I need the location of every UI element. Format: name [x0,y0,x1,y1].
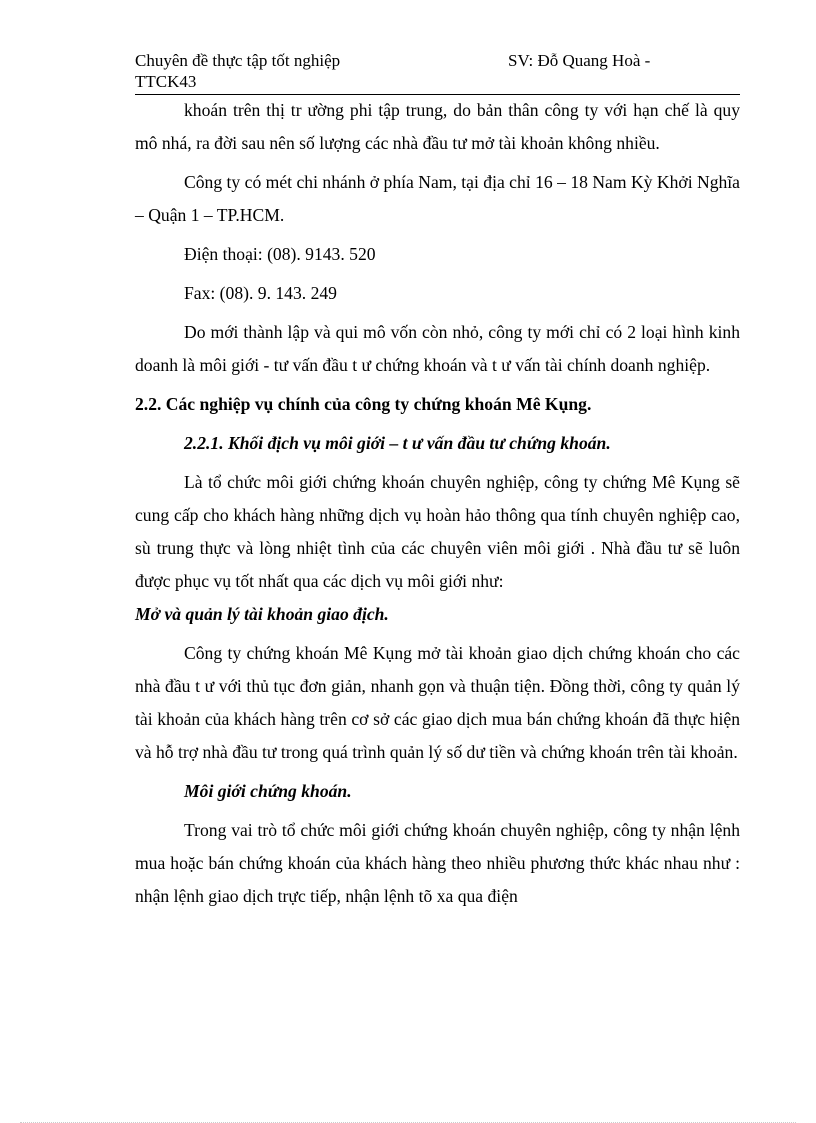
paragraph-3: Do mới thành lập và qui mô vốn còn nhỏ, công ty mới chỉ có 2 loại hình kinh doanh là môi giới - tư vấn đầu t ư chứng khoán và t ư vấn tài chính doanh nghiệp. [135,322,740,375]
paragraph-2: Công ty có mét chi nhánh ở phía Nam, tại địa chỉ 16 – 18 Nam Kỳ Khởi Nghĩa – Quận 1 – TP.HCM. [135,172,740,225]
paragraph-1: khoán trên thị tr ường phi tập trung, do bản thân công ty với hạn chế là quy mô nhá, ra đời sau nên số lượng các nhà đầu tư mở tài khoản không nhiều. [135,100,740,153]
document-body [135,94,740,919]
paragraph-phone: Điện thoại: (08). 9143. 520 [184,244,376,264]
subsection-brokerage: Môi giới chứng khoán. [184,781,352,801]
header-class: TTCK43 [135,72,197,91]
section-heading-2-2: 2.2. Các nghiệp vụ chính của công ty chứng khoán Mê Kụng. [135,394,592,414]
page-header [135,50,740,92]
paragraph-fax: Fax: (08). 9. 143. 249 [184,283,337,303]
paragraph-5: Công ty chứng khoán Mê Kụng mở tài khoản giao dịch chứng khoán cho các nhà đầu t ư với thủ tục đơn giản, nhanh gọn và thuận tiện. Đồng thời, công ty quản lý tài khoản của khách hàng trên cơ sở các giao dịch mua bán chứng khoán đã thực hiện và hỗ trợ nhà đầu tư trong quá trình quản lý số dư tiền và chứng khoán trên tài khoản. [135,643,740,762]
paragraph-4 [135,466,740,631]
subsection-open-account: Mở và quản lý tài khoản giao địch. [135,604,389,624]
paragraph-4-text: Là tổ chức môi giới chứng khoán chuyên nghiệp, công ty chứng Mê Kụng sẽ cung cấp cho khách hàng những dịch vụ hoàn hảo thông qua tính chuyên nghiệp cao, sù trung thực và lòng nhiệt tình của các chuyên viên môi giới . Nhà đầu tư sẽ luôn được phục vụ tốt nhất qua các dịch vụ môi giới như: [135,472,740,591]
header-title: Chuyên đề thực tập tốt nghiệp [135,51,341,70]
header-student: SV: Đỗ Quang Hoà - [508,51,651,70]
section-heading-2-2-1: 2.2.1. Khối địch vụ môi giới – t ư vấn đầu tư chứng khoán. [184,433,611,453]
paragraph-6: Trong vai trò tổ chức môi giới chứng khoán chuyên nghiệp, công ty nhận lệnh mua hoặc bán chứng khoán của khách hàng theo nhiều phương thức khác nhau như : nhận lệnh giao dịch trực tiếp, nhận lệnh tõ xa qua điện [135,820,740,906]
